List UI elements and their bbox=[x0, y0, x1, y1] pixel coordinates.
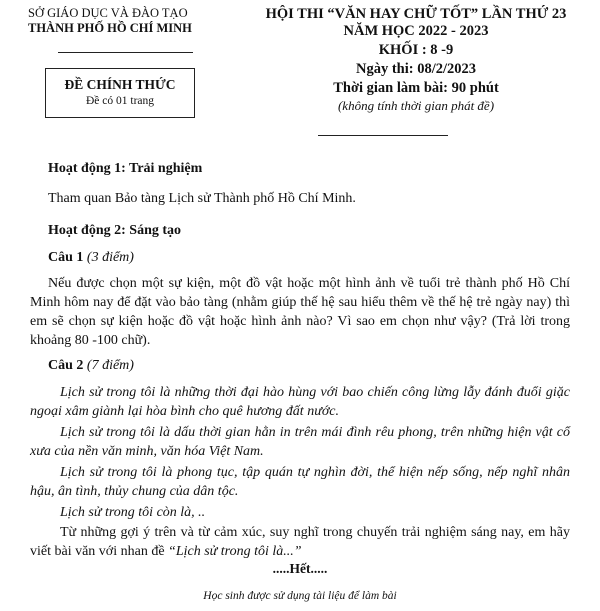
end-marker: .....Hết..... bbox=[272, 561, 328, 576]
question-2-points: (7 điểm) bbox=[86, 358, 134, 373]
essay-title: “Lịch sử trong tôi là...” bbox=[168, 544, 302, 559]
department-name: SỞ GIÁO DỤC VÀ ĐÀO TẠO bbox=[28, 6, 188, 20]
question-2-heading bbox=[48, 358, 134, 374]
question-2-task-text: Từ những gợi ý trên và từ cảm xúc, suy nghĩ trong chuyến trải nghiệm sáng nay, em hãy viết bài văn với nhan đề bbox=[30, 525, 570, 559]
question-1-heading bbox=[48, 250, 134, 266]
exam-duration: Thời gian làm bài: 90 phút bbox=[333, 80, 499, 96]
question-2-task bbox=[30, 523, 570, 561]
activity-2-heading bbox=[48, 223, 181, 239]
divider-left bbox=[58, 52, 193, 53]
activity-1-label: Hoạt động 1 bbox=[48, 161, 122, 176]
activity-1-heading bbox=[48, 161, 202, 177]
page-count: Đề có 01 trang bbox=[85, 95, 155, 107]
activity-2-title: : Sáng tạo bbox=[121, 223, 182, 238]
city-name: THÀNH PHỐ HỒ CHÍ MINH bbox=[28, 21, 192, 35]
footer-note: Học sinh được sử dụng tài liệu để làm bài bbox=[203, 590, 397, 602]
exam-title: HỘI THI “VĂN HAY CHỮ TỐT” LẦN THỨ 23 bbox=[265, 6, 567, 22]
grade-level: KHỐI : 8 -9 bbox=[378, 42, 454, 58]
duration-note: (không tính thời gian phát đề) bbox=[337, 98, 495, 113]
official-stamp-box bbox=[45, 68, 195, 118]
exam-header bbox=[240, 6, 592, 114]
divider-right bbox=[318, 135, 448, 136]
activity-1-body: Tham quan Bảo tàng Lịch sử Thành phố Hồ Chí Minh. bbox=[48, 191, 356, 206]
question-2-prompt-1: Lịch sử trong tôi là những thời đại hào hùng với bao chiến công lừng lẫy đánh đuổi giặc ngoại xâm giành lại hòa bình cho quê hương đất nước. bbox=[30, 385, 570, 419]
question-2-label: Câu 2 bbox=[48, 358, 84, 373]
question-2-prompt-4: Lịch sử trong tôi còn là, .. bbox=[60, 505, 206, 520]
question-1-points: (3 điểm) bbox=[86, 250, 134, 265]
question-1-body: Nếu được chọn một sự kiện, một đồ vật hoặc một hình ảnh về tuổi trẻ thành phố Hồ Chí Minh hôm nay để đặt vào bảo tàng (nhằm giúp thế hệ sau hiểu thêm về thế hệ trẻ ngày nay) thì em sẽ chọn sự kiện hoặc đồ vật hoặc hình ảnh nào? Vì sao em chọn như vậy? (Trả lời trong khoảng 80 -100 chữ). bbox=[30, 276, 570, 348]
issuer-header bbox=[28, 6, 238, 36]
question-1-label: Câu 1 bbox=[48, 250, 84, 265]
school-year: NĂM HỌC 2022 - 2023 bbox=[343, 23, 489, 39]
activity-2-label: Hoạt động 2 bbox=[48, 223, 122, 238]
official-label: ĐỀ CHÍNH THỨC bbox=[64, 77, 176, 92]
activity-1-title: : Trải nghiệm bbox=[121, 161, 203, 176]
question-2-prompt-3: Lịch sử trong tôi là phong tục, tập quán tự nghìn đời, thể hiện nếp sống, nếp nghĩ nhân hậu, ân tình, thủy chung của dân tộc. bbox=[30, 465, 570, 499]
question-2-prompt-2: Lịch sử trong tôi là dấu thời gian hằn in trên mái đình rêu phong, trên những hiện vật cổ xưa của nền văn minh, văn hóa Việt Nam. bbox=[30, 425, 570, 459]
exam-date: Ngày thi: 08/2/2023 bbox=[355, 61, 477, 77]
